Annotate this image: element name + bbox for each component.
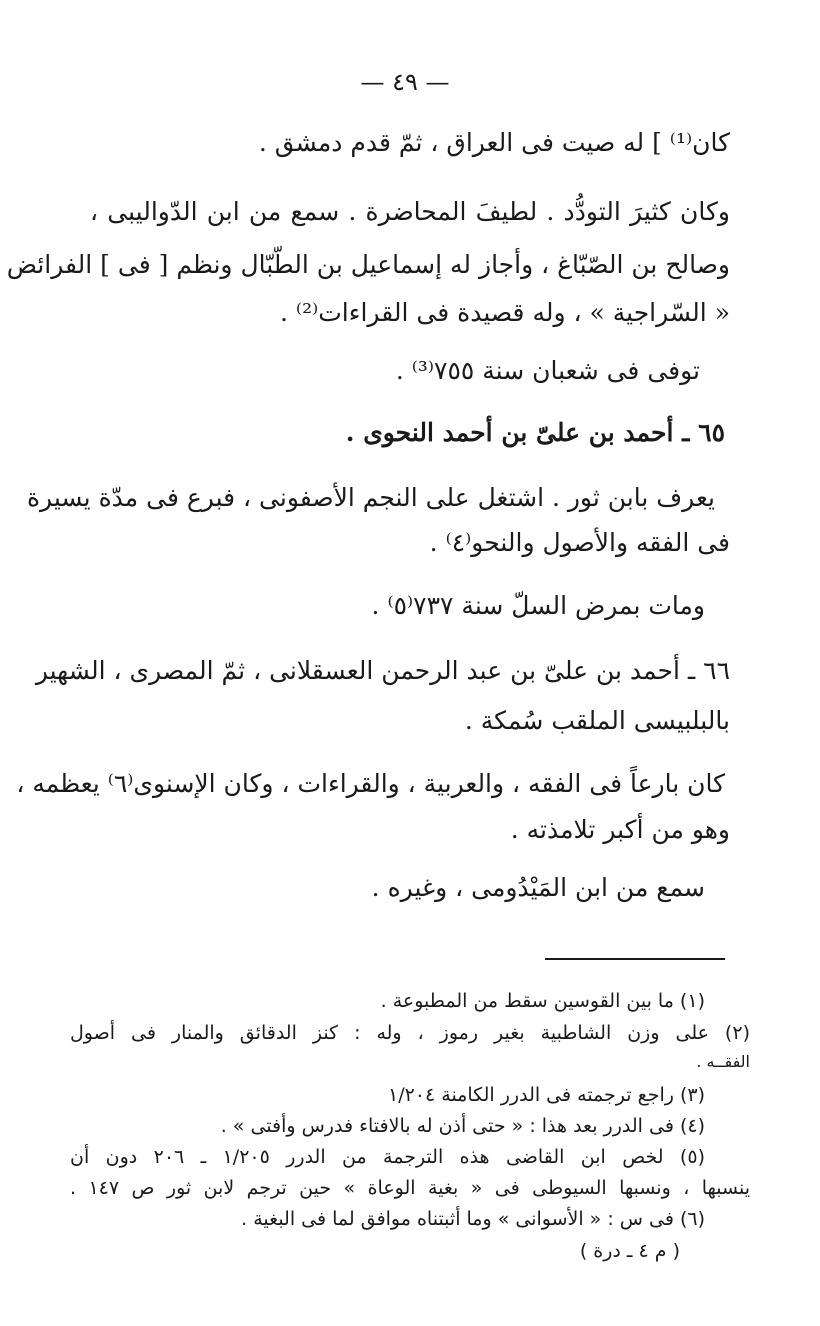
footnote: ينسبها ، ونسبها السيوطى فى « بغية الوعاة » حين ترجم لابن ثور ص ١٤٧ .	[70, 1177, 750, 1199]
entry-heading: ٦٦ ـ أحمد بن علىّ بن عبد الرحمن العسقلانى ، ثمّ المصرى ، الشهير	[35, 656, 730, 685]
body-line: كان بارعاً فى الفقه ، والعربية ، والقراءات ، وكان الإسنوى⁽٦⁾ يعظمه ،	[16, 769, 725, 798]
body-line: ومات بمرض السلّ سنة ٧٣٧⁽٥⁾ .	[371, 591, 705, 620]
body-line: وصالح بن الصّبّاغ ، وأجاز له إسماعيل بن الطّبّال ونظم [ فى ] الفرائض	[6, 250, 730, 279]
body-line: « السّراجية » ، وله قصيدة فى القراءات⁽²⁾ .	[280, 298, 730, 327]
body-line: فى الفقه والأصول والنحو⁽٤⁾ .	[429, 528, 730, 557]
signature-mark: ( م ٤ ـ درة )	[579, 1240, 680, 1262]
body-line: كان⁽¹⁾ ] له صيت فى العراق ، ثمّ قدم دمشق .	[258, 128, 730, 157]
footnote: (٢) على وزن الشاطبية بغير رموز ، وله : كنز الدقائق والمنار فى أصول	[70, 1022, 750, 1044]
body-line: توفى فى شعبان سنة ٧٥٥⁽³⁾ .	[395, 356, 700, 385]
footnote-divider	[545, 958, 725, 960]
body-line: وهو من أكبر تلامذته .	[510, 815, 730, 844]
body-line: سمع من ابن المَيْدُومى ، وغيره .	[371, 873, 705, 902]
body-line: وكان كثيرَ التودُّد . لطيفَ المحاضرة . سمع من ابن الدّواليبى ،	[90, 197, 730, 226]
footnote: (١) ما بين القوسين سقط من المطبوعة .	[380, 990, 705, 1012]
footnote: (٤) فى الدرر بعد هذا : « حتى أذن له بالافتاء فدرس وأفتى » .	[220, 1115, 705, 1137]
footnote: (٥) لخص ابن القاضى هذه الترجمة من الدرر ١/٢٠٥ ـ ٢٠٦ دون أن	[70, 1146, 705, 1168]
footnote: الفقــه .	[696, 1052, 750, 1071]
footnote: (٣) راجع ترجمته فى الدرر الكامنة ١/٢٠٤	[387, 1084, 705, 1106]
footnote: (٦) فى س : « الأسوانى » وما أثبتناه موافق لما فى البغية .	[241, 1208, 705, 1230]
entry-heading: ٦٥ ـ أحمد بن علىّ بن أحمد النحوى .	[345, 418, 725, 447]
body-line: بالبلبيسى الملقب سُمكة .	[464, 706, 730, 735]
page-number: — ٤٩ —	[360, 68, 450, 96]
body-line: يعرف بابن ثور . اشتغل على النجم الأصفونى ، فبرع فى مدّة يسيرة	[26, 483, 715, 512]
